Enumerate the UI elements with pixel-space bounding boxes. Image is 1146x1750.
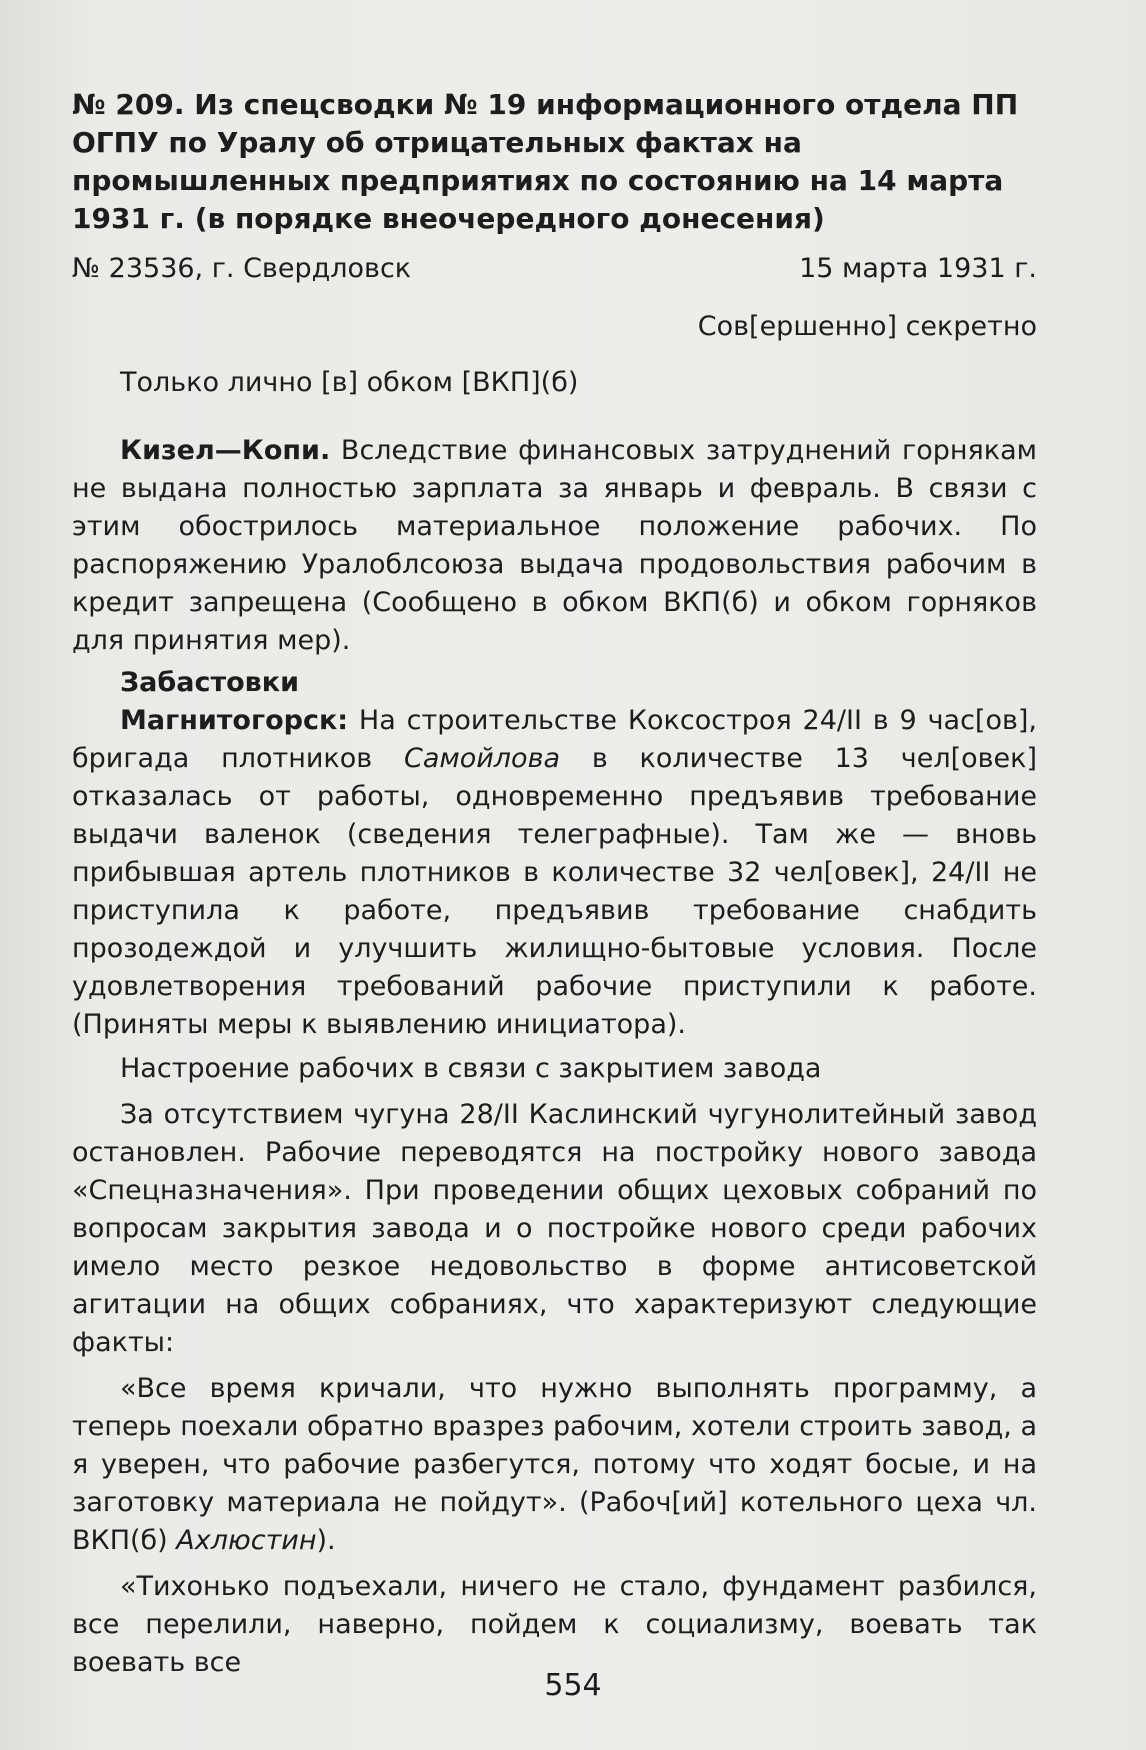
document-title: № 209. Из спецсводки № 19 информационного отдела ПП ОГПУ по Уралу об отрицательных фактах на промышленных предприятиях по состоянию на 14 марта 1931 г. (в порядке внеочередного донесения) xyxy=(72,88,1019,235)
paragraph-kasli: За отсутствием чугуна 28/II Каслинский чугунолитейный завод остановлен. Рабочие переводятся на постройку нового завода «Спецназначения». При проведении общих цеховых собраний по вопросам закрытия завода и о постройке нового среди рабочих имело место резкое недовольство в форме антисоветской агитации на общих собраниях, что характеризуют следующие факты: xyxy=(72,1099,1037,1358)
document-date: 15 марта 1931 г. xyxy=(799,253,1037,284)
document-number-place: № 23536, г. Свердловск xyxy=(72,253,412,284)
paragraph-kizel-lead: Кизел—Копи. xyxy=(120,435,331,466)
paragraph-magnitogorsk-lead: Магнитогорск: xyxy=(120,705,349,736)
section-heading-mood: Настроение рабочих в связи с закрытием завода xyxy=(120,1053,822,1084)
quote-1 xyxy=(72,1370,1037,1560)
page-number: 554 xyxy=(544,1668,602,1703)
paragraph-magnitogorsk xyxy=(72,702,1037,1044)
document-meta xyxy=(72,250,1037,288)
addressee: Только лично [в] обком [ВКП](б) xyxy=(120,367,579,398)
paragraph-magnitogorsk-text-a: На строительстве Коксостроя 24/II в 9 час[ов], бригада плотников xyxy=(72,705,1037,774)
document-body xyxy=(72,86,1037,1682)
person-name-samoylov: Самойлова xyxy=(403,743,561,774)
quote-1-author: Ахлюстин xyxy=(176,1525,317,1556)
paragraph-kizel-text: Вследствие финансовых затруднений горнякам не выдана полностью зарплата за январь и февраль. В связи с этим обострилось материальное положение рабочих. По распоряжению Уралоблсоюза выдача продовольствия рабочим в кредит запрещена (Сообщено в обком ВКП(б) и обком горняков для принятия мер). xyxy=(72,435,1037,656)
section-heading-strikes: Забастовки xyxy=(120,667,300,698)
quote-1-end: ). xyxy=(316,1525,336,1556)
paragraph-magnitogorsk-text-b: в количестве 13 чел[овек] отказалась от работы, одновременно предъявив требование выдачи валенок (сведения телеграфные). Там же — вновь прибывшая артель плотников в количестве 32 чел[овек], 24/II не приступила к работе, предъявив требование снабдить прозодеждой и улучшить жилищно-бытовые условия. После удовлетворения требований рабочие приступили к работе. (Приняты меры к выявлению инициатора). xyxy=(72,743,1038,1040)
quote-2: «Тихонько подъехали, ничего не стало, фундамент разбился, все перелили, наверно, пойдем к социализму, воевать так воевать все xyxy=(72,1571,1037,1678)
classification-mark: Сов[ершенно] секретно xyxy=(697,311,1037,342)
quote-1-text: «Все время кричали, что нужно выполнять программу, а теперь поехали обратно вразрез рабочим, хотели строить завод, а я уверен, что рабочие разбегутся, потому что ходят босые, и на заготовку материала не пойдут». (Рабоч[ий] котельного цеха чл. ВКП(б) xyxy=(72,1373,1037,1556)
paragraph-kizel xyxy=(72,432,1037,660)
